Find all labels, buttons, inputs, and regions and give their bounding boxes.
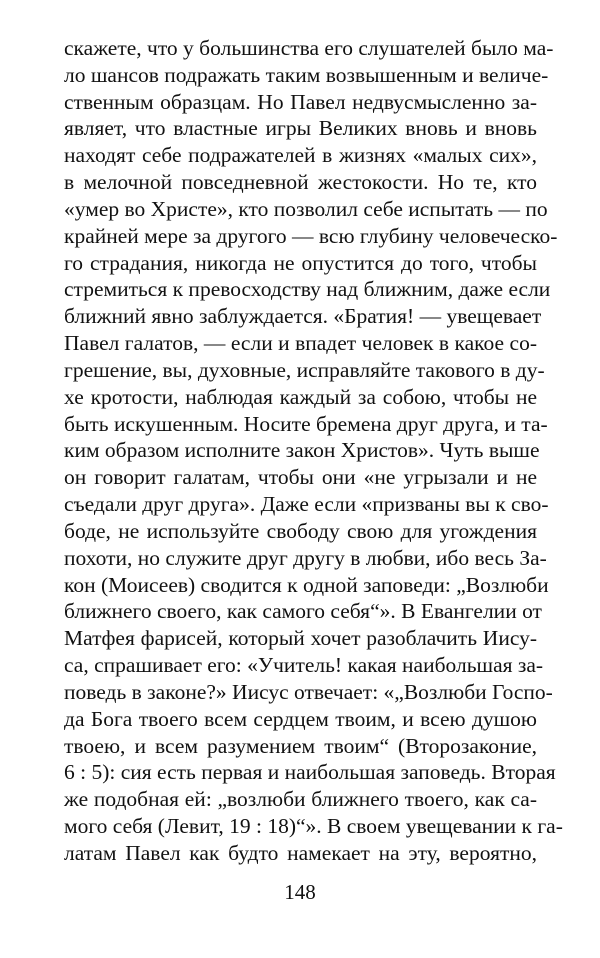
text-line: быть искушенным. Носите бремена друг друга, и та- bbox=[64, 411, 548, 436]
text-line: похоти, но служите друг другу в любви, ибо весь За- bbox=[64, 545, 547, 570]
text-line: съедали друг друга». Даже если «призваны вы к сво- bbox=[64, 492, 549, 517]
text-line: Матфея фарисей, который хочет разоблачить Иису- bbox=[64, 626, 537, 651]
text-line: он говорит галатам, чтобы они «не угрызали и не bbox=[64, 465, 537, 490]
text-line: мого себя (Левит, 19 : 18)“». В своем увещевании к га- bbox=[64, 814, 563, 839]
text-line: стремиться к превосходству над ближним, даже если bbox=[64, 277, 551, 302]
text-line: скажете, что у большинства его слушателей было ма- bbox=[64, 36, 554, 60]
text-line: ближний явно заблуждается. «Братия! — увещевает bbox=[64, 304, 542, 329]
text-line: хе кротости, наблюдая каждый за собою, чтобы не bbox=[64, 384, 537, 409]
text-line: го страдания, никогда не опустится до того, чтобы bbox=[64, 250, 537, 275]
text-line: ственным образцам. Но Павел недвусмысленно за- bbox=[64, 89, 537, 114]
text-line: латам Павел как будто намекает на эту, вероятно, bbox=[64, 840, 537, 865]
body-text bbox=[64, 35, 563, 867]
text-line: ближнего своего, как самого себя“». В Евангелии от bbox=[64, 599, 542, 624]
text-line: 6 : 5): сия есть первая и наибольшая заповедь. Вторая bbox=[64, 760, 556, 785]
text-line: поведь в законе?» Иисус отвечает: «„Возлюби Госпо- bbox=[64, 679, 553, 704]
text-line: ло шансов подражать таким возвышенным и величе- bbox=[64, 62, 549, 87]
text-line: находят себе подражателей в жизнях «малых сих», bbox=[64, 143, 537, 168]
text-line: боде, не используйте свободу свою для угождения bbox=[64, 518, 537, 543]
text-line: да Бога твоего всем сердцем твоим, и всею душою bbox=[64, 706, 537, 731]
text-line: в мелочной повседневной жестокости. Но те, кто bbox=[64, 170, 537, 195]
text-line: являет, что властные игры Великих вновь и вновь bbox=[64, 116, 537, 141]
text-line: же подобная ей: „возлюби ближнего твоего, как са- bbox=[64, 787, 537, 812]
text-line: твоею, и всем разумением твоим“ (Второзаконие, bbox=[64, 733, 537, 758]
text-line: крайней мере за другого — всю глубину человеческо- bbox=[64, 223, 558, 248]
text-line: кон (Моисеев) сводится к одной заповеди: „Возлюби bbox=[64, 572, 549, 597]
text-line: «умер во Христе», кто позволил себе испытать — по bbox=[64, 196, 548, 221]
text-line: ким образом исполните закон Христов». Чуть выше bbox=[64, 438, 540, 463]
text-line: грешение, вы, духовные, исправляйте такового в ду- bbox=[64, 357, 545, 382]
text-line: са, спрашивает его: «Учитель! какая наибольшая за- bbox=[64, 653, 544, 678]
text-line: Павел галатов, — если и впадет человек в какое со- bbox=[64, 331, 537, 356]
page-number: 148 bbox=[284, 880, 316, 904]
